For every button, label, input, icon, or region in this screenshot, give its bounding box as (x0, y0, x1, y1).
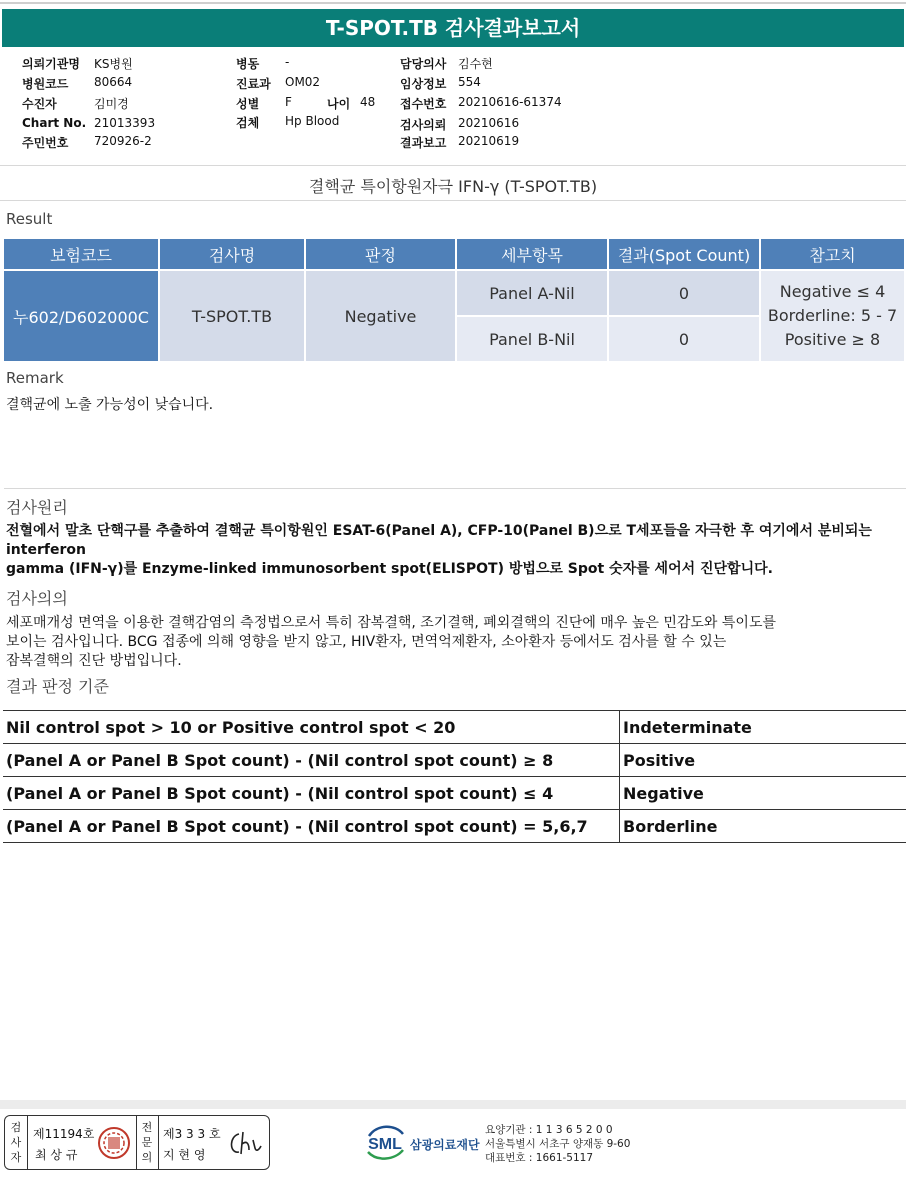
tester-char: 자 (10, 1151, 22, 1164)
specialist-license: 제3 3 3 호 (163, 1127, 221, 1141)
header-cell: 판정 (306, 239, 455, 269)
patient-label: 수진자 (22, 97, 57, 111)
header-cell: 참고치 (761, 239, 904, 269)
tester-vertical-label (8, 1120, 24, 1165)
specimen-value: Hp Blood (285, 114, 340, 128)
header-cell: 세부항목 (457, 239, 607, 269)
signature-box (4, 1115, 270, 1170)
result-row (4, 271, 904, 315)
divider (27, 1116, 28, 1169)
age-value: 48 (360, 95, 376, 109)
sex-label: 성별 (236, 97, 260, 111)
significance-line: 세포매개성 면역을 이용한 결핵감염의 측정법으로서 특히 잠복결핵, 조기결핵, 폐외결핵의 진단에 매우 높은 민감도와 특이도를 (6, 615, 776, 631)
specimen-label: 검체 (236, 116, 260, 130)
header-cell: 결과(Spot Count) (609, 239, 759, 269)
criteria-condition: (Panel A or Panel B Spot count) - (Nil control spot count) ≥ 8 (3, 744, 620, 777)
id-label: 주민번호 (22, 136, 69, 150)
test-name: T-SPOT.TB (160, 271, 304, 361)
request-value: 20210616 (458, 116, 520, 130)
reference-range (761, 271, 904, 361)
patient-info-block (22, 55, 882, 155)
divider (0, 200, 906, 201)
sex-value: F (285, 95, 292, 109)
divider (0, 165, 906, 166)
footer-separator (0, 1100, 906, 1109)
doctor-value: 김수현 (458, 57, 493, 71)
report-title: T-SPOT.TB 검사결과보고서 (2, 9, 904, 47)
hospital-label: 의뢰기관명 (22, 57, 80, 71)
tester-name: 최 상 규 (35, 1148, 78, 1162)
clinical-label: 임상정보 (400, 77, 447, 91)
tester-license: 제11194호 (33, 1127, 95, 1141)
lab-name: 삼광의료재단 (410, 1138, 480, 1152)
reference-borderline: Borderline: 5 - 7 (767, 306, 898, 325)
ward-label: 병동 (236, 57, 260, 71)
specialist-char: 의 (141, 1151, 153, 1164)
test-title: 결핵균 특이항원자극 IFN-γ (T-SPOT.TB) (308, 177, 598, 196)
phone: 대표번호 : 1661-5117 (485, 1152, 594, 1164)
request-label: 검사의뢰 (400, 118, 447, 132)
header-cell: 보험코드 (4, 239, 158, 269)
criteria-result: Borderline (620, 810, 906, 843)
header-cell: 검사명 (160, 239, 304, 269)
top-rule (0, 2, 906, 4)
doctor-label: 담당의사 (400, 57, 447, 71)
id-value: 720926-2 (94, 134, 152, 148)
tester-char: 검 (10, 1121, 22, 1134)
panel-a-item: Panel A-Nil (457, 271, 607, 315)
criteria-result: Negative (620, 777, 906, 810)
divider (158, 1116, 159, 1169)
criteria-row (3, 711, 906, 744)
criteria-table (3, 710, 906, 843)
significance-label: 검사의의 (6, 589, 68, 608)
signature-icon (225, 1126, 263, 1160)
dept-value: OM02 (285, 75, 321, 89)
criteria-result: Positive (620, 744, 906, 777)
judgement: Negative (306, 271, 455, 361)
tester-char: 사 (10, 1136, 22, 1149)
significance-line: 보이는 검사입니다. BCG 접종에 의해 영향을 받지 않고, HIV환자, 면역억제환자, 소아환자 등에서도 검사를 할 수 있는 (6, 634, 727, 650)
criteria-condition: Nil control spot > 10 or Positive control spot < 20 (3, 711, 620, 744)
report-date-label: 결과보고 (400, 136, 447, 150)
age-label: 나이 (327, 97, 351, 111)
report-date-value: 20210619 (458, 134, 520, 148)
institution-code: 요양기관 : 1 1 3 6 5 2 0 0 (485, 1124, 613, 1136)
principle-line: gamma (IFN-γ)를 Enzyme-linked immunosorbent spot(ELISPOT) 방법으로 Spot 숫자를 세어서 진단합니다. (6, 561, 773, 577)
ward-value: - (285, 55, 290, 69)
result-table (2, 237, 906, 363)
criteria-row (3, 744, 906, 777)
chart-no-value: 21013393 (94, 116, 156, 130)
sml-logo-icon (363, 1122, 408, 1162)
criteria-label: 결과 판정 기준 (6, 677, 109, 696)
insurance-code: 누602/D602000C (4, 271, 158, 361)
criteria-condition: (Panel A or Panel B Spot count) - (Nil control spot count) ≤ 4 (3, 777, 620, 810)
panel-b-value: 0 (609, 317, 759, 361)
principle-line: 전혈에서 말초 단핵구를 추출하여 결핵균 특이항원인 ESAT-6(Panel A), CFP-10(Panel B)으로 T세포들을 자극한 후 여기에서 분비되는 (6, 523, 872, 539)
panel-a-value: 0 (609, 271, 759, 315)
lab-logo-text: SML (368, 1136, 402, 1153)
dept-label: 진료과 (236, 77, 271, 91)
criteria-result: Indeterminate (620, 711, 906, 744)
hospital-value: KS병원 (94, 57, 133, 71)
chart-no-label: Chart No. (22, 116, 87, 130)
receipt-value: 20210616-61374 (458, 95, 562, 109)
criteria-condition: (Panel A or Panel B Spot count) - (Nil control spot count) = 5,6,7 (3, 810, 620, 843)
remark-label: Remark (6, 369, 64, 387)
reference-positive: Positive ≥ 8 (784, 330, 881, 349)
significance-line: 잠복결핵의 진단 방법입니다. (6, 653, 182, 669)
receipt-label: 접수번호 (400, 97, 447, 111)
principle-line: interferon (6, 542, 86, 558)
address: 서울특별시 서초구 양재동 9-60 (485, 1138, 631, 1150)
panel-b-item: Panel B-Nil (457, 317, 607, 361)
principle-label: 검사원리 (6, 498, 68, 517)
specialist-char: 전 (141, 1121, 153, 1134)
remark-text: 결핵균에 노출 가능성이 낮습니다. (6, 397, 214, 413)
hospital-code-label: 병원코드 (22, 77, 69, 91)
specialist-name: 지 현 영 (163, 1148, 206, 1162)
criteria-row (3, 810, 906, 843)
reference-negative: Negative ≤ 4 (779, 282, 886, 301)
criteria-row (3, 777, 906, 810)
specialist-vertical-label (139, 1120, 155, 1165)
specialist-char: 문 (141, 1136, 153, 1149)
divider (136, 1116, 137, 1169)
lab-address-block (485, 1123, 630, 1165)
seal-icon (97, 1126, 131, 1160)
result-header-row (4, 239, 904, 269)
divider (4, 488, 906, 489)
hospital-code-value: 80664 (94, 75, 133, 89)
result-label: Result (6, 210, 53, 228)
patient-value: 김미경 (94, 97, 129, 111)
clinical-value: 554 (458, 75, 481, 89)
